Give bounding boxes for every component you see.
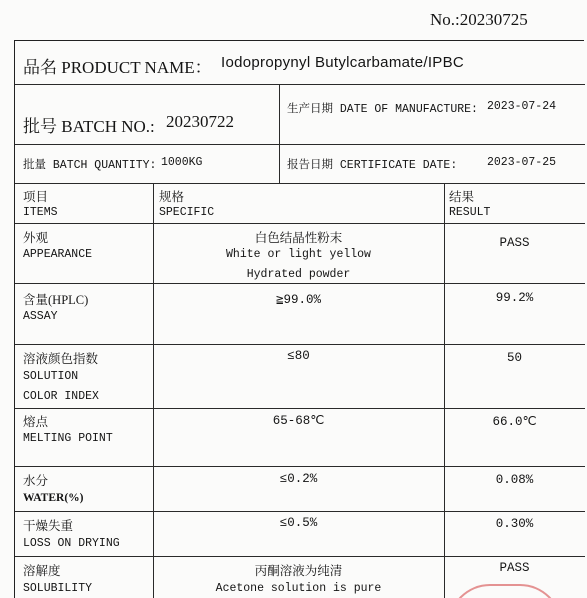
header-result-cn: 结果 — [449, 190, 475, 204]
table-header-row — [15, 184, 585, 224]
spec-text: White or light yellow — [226, 248, 371, 261]
batch-row — [15, 85, 585, 145]
certificate-number: No.:20230725 — [430, 10, 528, 29]
spec-text: Acetone solution is pure — [215, 582, 382, 595]
quantity-row — [15, 145, 585, 184]
item-name-cn: 水分 — [23, 474, 49, 488]
spec-text: ≤80 — [287, 349, 310, 363]
table-row — [15, 284, 585, 345]
spec-text: 白色结晶性粉末 — [254, 231, 343, 245]
table-row — [15, 409, 585, 467]
header-specific-en: SPECIFIC — [159, 206, 215, 219]
item-name-en: LOSS ON DRYING — [23, 537, 120, 550]
result-value: PASS — [499, 561, 530, 575]
result-value: 0.30% — [495, 517, 534, 531]
table-row — [15, 467, 585, 512]
item-name-cn: 外观 — [23, 231, 49, 245]
header-items-cn: 项目 — [23, 190, 49, 204]
product-name-label: 品名 PRODUCT NAME： — [23, 58, 212, 77]
spec-text: 丙酮溶液为纯清 — [254, 564, 343, 578]
certificate-date-label: 报告日期 CERTIFICATE DATE: — [287, 159, 458, 172]
header-items-en: ITEMS — [23, 206, 58, 219]
result-value: PASS — [499, 236, 530, 250]
quantity-value: 1000KG — [161, 156, 203, 169]
batch-value: 20230722 — [166, 112, 234, 131]
certificate-table — [14, 40, 584, 598]
product-name-value: Iodopropynyl Butylcarbamate/IPBC — [221, 54, 465, 71]
result-value: 0.08% — [495, 473, 534, 487]
manufacture-value: 2023-07-24 — [487, 100, 557, 113]
manufacture-label: 生产日期 DATE OF MANUFACTURE: — [287, 103, 478, 116]
spec-text: ≤0.5% — [279, 516, 318, 530]
table-row — [15, 224, 585, 284]
item-name-cn: 含量(HPLC) — [23, 293, 89, 307]
item-name-en: SOLUBILITY — [23, 582, 93, 595]
batch-label: 批号 BATCH NO.: — [23, 117, 155, 136]
table-row — [15, 512, 585, 557]
result-value: 50 — [506, 351, 522, 365]
spec-text: Hydrated powder — [246, 268, 351, 281]
item-name-en: WATER(%) — [23, 492, 84, 504]
item-name-en: SOLUTION — [23, 370, 79, 383]
item-name-en: APPEARANCE — [23, 248, 93, 261]
item-name-en: MELTING POINT — [23, 432, 113, 445]
item-name-cn: 干燥失重 — [23, 519, 74, 533]
item-name-cn: 溶液颜色指数 — [23, 352, 99, 366]
result-value: 66.0℃ — [492, 415, 537, 429]
header-result-en: RESULT — [449, 206, 491, 219]
result-value: 99.2% — [495, 291, 534, 305]
header-specific-cn: 规格 — [159, 190, 185, 204]
item-name-en: ASSAY — [23, 310, 58, 323]
product-name-row — [15, 41, 585, 85]
table-row — [15, 345, 585, 409]
spec-text: ≧99.0% — [275, 293, 322, 307]
item-name-cn: 熔点 — [23, 415, 49, 429]
item-name-cn: 溶解度 — [23, 564, 61, 578]
item-name-en: COLOR INDEX — [23, 390, 99, 403]
spec-text: 65-68℃ — [272, 414, 325, 428]
quantity-label: 批量 BATCH QUANTITY: — [23, 159, 157, 172]
spec-text: ≤0.2% — [279, 472, 318, 486]
certificate-date-value: 2023-07-25 — [487, 156, 557, 169]
